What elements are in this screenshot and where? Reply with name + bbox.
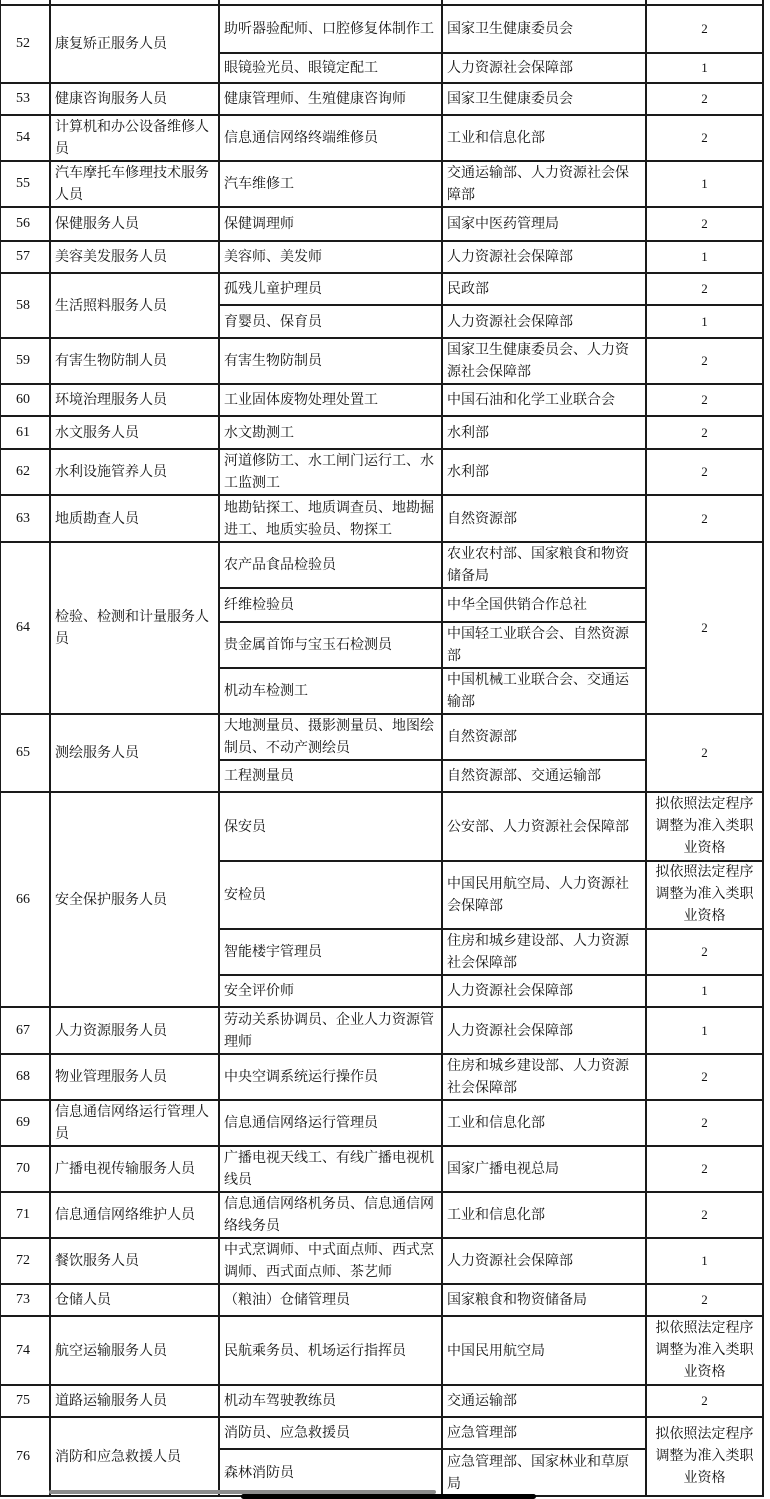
table-row bbox=[0, 449, 763, 495]
department-cell: 住房和城乡建设部、人力资源社会保障部 bbox=[442, 1054, 646, 1100]
category-cell: 信息通信网络运行管理人员 bbox=[50, 1100, 219, 1146]
table-row bbox=[0, 1238, 763, 1284]
row-number: 52 bbox=[0, 5, 50, 83]
level-cell: 2 bbox=[646, 416, 763, 449]
table-row bbox=[0, 1007, 763, 1054]
category-cell: 美容美发服务人员 bbox=[50, 241, 219, 273]
category-cell: 生活照料服务人员 bbox=[50, 273, 219, 338]
occupation-cell: 河道修防工、水工闸门运行工、水工监测工 bbox=[219, 449, 442, 495]
occupation-cell: 纤维检验员 bbox=[219, 588, 442, 622]
department-cell: 中国民用航空局 bbox=[442, 1316, 646, 1385]
table-row bbox=[0, 495, 763, 542]
department-cell: 交通运输部 bbox=[442, 1385, 646, 1417]
occupation-cell: 农产品食品检验员 bbox=[219, 542, 442, 588]
department-cell: 水利部 bbox=[442, 449, 646, 495]
table-row bbox=[0, 416, 763, 449]
level-cell: 拟依照法定程序调整为准入类职业资格 bbox=[646, 861, 763, 929]
table-row bbox=[0, 1385, 763, 1417]
department-cell: 应急管理部、国家林业和草原局 bbox=[442, 1449, 646, 1496]
occupation-cell: 保安员 bbox=[219, 792, 442, 861]
occupation-cell: 安检员 bbox=[219, 861, 442, 929]
department-cell: 人力资源社会保障部 bbox=[442, 975, 646, 1007]
level-cell: 2 bbox=[646, 495, 763, 542]
level-cell: 1 bbox=[646, 1238, 763, 1284]
department-cell: 水利部 bbox=[442, 416, 646, 449]
table-row bbox=[0, 542, 763, 588]
level-cell: 1 bbox=[646, 975, 763, 1007]
category-cell: 水利设施管养人员 bbox=[50, 449, 219, 495]
occupation-cell: 森林消防员 bbox=[219, 1449, 442, 1496]
home-indicator[interactable] bbox=[241, 1494, 536, 1499]
level-cell: 2 bbox=[646, 338, 763, 384]
department-cell: 中国石油和化学工业联合会 bbox=[442, 384, 646, 416]
department-cell: 工业和信息化部 bbox=[442, 1100, 646, 1146]
table-row bbox=[0, 1417, 763, 1449]
row-number: 65 bbox=[0, 714, 50, 792]
category-cell: 环境治理服务人员 bbox=[50, 384, 219, 416]
occupation-cell: 信息通信网络终端维修员 bbox=[219, 115, 442, 161]
category-cell: 广播电视传输服务人员 bbox=[50, 1146, 219, 1192]
occupation-cell: 美容师、美发师 bbox=[219, 241, 442, 273]
department-cell: 工业和信息化部 bbox=[442, 115, 646, 161]
row-number: 71 bbox=[0, 1192, 50, 1238]
occupation-cell: （粮油）仓储管理员 bbox=[219, 1284, 442, 1316]
row-number: 75 bbox=[0, 1385, 50, 1417]
row-number: 62 bbox=[0, 449, 50, 495]
department-cell: 人力资源社会保障部 bbox=[442, 1238, 646, 1284]
level-cell: 1 bbox=[646, 241, 763, 273]
occupation-cell: 助听器验配师、口腔修复体制作工 bbox=[219, 5, 442, 53]
level-cell: 拟依照法定程序调整为准入类职业资格 bbox=[646, 792, 763, 861]
occupation-cell: 汽车维修工 bbox=[219, 161, 442, 207]
department-cell: 住房和城乡建设部、人力资源社会保障部 bbox=[442, 929, 646, 975]
table-row bbox=[0, 1192, 763, 1238]
table-row bbox=[0, 115, 763, 161]
row-number: 59 bbox=[0, 338, 50, 384]
department-cell: 自然资源部 bbox=[442, 495, 646, 542]
row-number: 66 bbox=[0, 792, 50, 1007]
row-number: 53 bbox=[0, 83, 50, 115]
department-cell: 中国民用航空局、人力资源社会保障部 bbox=[442, 861, 646, 929]
level-cell: 2 bbox=[646, 1284, 763, 1316]
department-cell: 人力资源社会保障部 bbox=[442, 53, 646, 83]
occupation-cell: 消防员、应急救援员 bbox=[219, 1417, 442, 1449]
level-cell: 2 bbox=[646, 1385, 763, 1417]
occupation-cell: 眼镜验光员、眼镜定配工 bbox=[219, 53, 442, 83]
row-number: 56 bbox=[0, 207, 50, 241]
category-cell: 有害生物防制人员 bbox=[50, 338, 219, 384]
table-row bbox=[0, 1284, 763, 1316]
table-row bbox=[0, 241, 763, 273]
row-number: 60 bbox=[0, 384, 50, 416]
category-cell: 仓储人员 bbox=[50, 1284, 219, 1316]
occupation-cell: 信息通信网络机务员、信息通信网络线务员 bbox=[219, 1192, 442, 1238]
department-cell: 公安部、人力资源社会保障部 bbox=[442, 792, 646, 861]
row-number: 69 bbox=[0, 1100, 50, 1146]
row-number: 64 bbox=[0, 542, 50, 714]
occupation-cell: 中央空调系统运行操作员 bbox=[219, 1054, 442, 1100]
level-cell: 2 bbox=[646, 273, 763, 305]
table-row bbox=[0, 338, 763, 384]
table-row bbox=[0, 273, 763, 305]
occupation-cell: 工程测量员 bbox=[219, 760, 442, 792]
department-cell: 中国机械工业联合会、交通运输部 bbox=[442, 668, 646, 714]
department-cell: 国家粮食和物资储备局 bbox=[442, 1284, 646, 1316]
category-cell: 安全保护服务人员 bbox=[50, 792, 219, 1007]
category-cell: 信息通信网络维护人员 bbox=[50, 1192, 219, 1238]
department-cell: 国家卫生健康委员会 bbox=[442, 83, 646, 115]
level-cell: 2 bbox=[646, 83, 763, 115]
category-cell: 道路运输服务人员 bbox=[50, 1385, 219, 1417]
category-cell: 汽车摩托车修理技术服务人员 bbox=[50, 161, 219, 207]
level-cell: 2 bbox=[646, 384, 763, 416]
department-cell: 国家卫生健康委员会 bbox=[442, 5, 646, 53]
table-row bbox=[0, 161, 763, 207]
category-cell: 航空运输服务人员 bbox=[50, 1316, 219, 1385]
row-number: 54 bbox=[0, 115, 50, 161]
department-cell: 人力资源社会保障部 bbox=[442, 305, 646, 338]
occupation-cell: 中式烹调师、中式面点师、西式烹调师、西式面点师、茶艺师 bbox=[219, 1238, 442, 1284]
occupation-cell: 大地测量员、摄影测量员、地图绘制员、不动产测绘员 bbox=[219, 714, 442, 760]
category-cell: 检验、检测和计量服务人员 bbox=[50, 542, 219, 714]
level-cell: 2 bbox=[646, 1192, 763, 1238]
occupation-cell: 信息通信网络运行管理员 bbox=[219, 1100, 442, 1146]
occupation-cell: 机动车检测工 bbox=[219, 668, 442, 714]
category-cell: 地质勘查人员 bbox=[50, 495, 219, 542]
occupation-cell: 孤残儿童护理员 bbox=[219, 273, 442, 305]
row-number: 57 bbox=[0, 241, 50, 273]
category-cell: 计算机和办公设备维修人员 bbox=[50, 115, 219, 161]
occupation-cell: 水文勘测工 bbox=[219, 416, 442, 449]
occupation-cell: 工业固体废物处理处置工 bbox=[219, 384, 442, 416]
occupation-cell: 有害生物防制员 bbox=[219, 338, 442, 384]
department-cell: 国家广播电视总局 bbox=[442, 1146, 646, 1192]
level-cell: 1 bbox=[646, 305, 763, 338]
row-number: 63 bbox=[0, 495, 50, 542]
department-cell: 人力资源社会保障部 bbox=[442, 241, 646, 273]
level-cell: 2 bbox=[646, 1100, 763, 1146]
category-cell: 消防和应急救援人员 bbox=[50, 1417, 219, 1496]
department-cell: 应急管理部 bbox=[442, 1417, 646, 1449]
table-row bbox=[0, 1146, 763, 1192]
department-cell: 国家卫生健康委员会、人力资源社会保障部 bbox=[442, 338, 646, 384]
level-cell: 1 bbox=[646, 53, 763, 83]
table-row bbox=[0, 1054, 763, 1100]
department-cell: 农业农村部、国家粮食和物资储备局 bbox=[442, 542, 646, 588]
row-number: 73 bbox=[0, 1284, 50, 1316]
level-cell: 2 bbox=[646, 929, 763, 975]
table-row bbox=[0, 792, 763, 861]
level-cell: 1 bbox=[646, 1007, 763, 1054]
row-number: 67 bbox=[0, 1007, 50, 1054]
category-cell: 康复矫正服务人员 bbox=[50, 5, 219, 83]
occupation-cell: 广播电视天线工、有线广播电视机线员 bbox=[219, 1146, 442, 1192]
department-cell: 国家中医药管理局 bbox=[442, 207, 646, 241]
table-row bbox=[0, 5, 763, 53]
category-cell: 物业管理服务人员 bbox=[50, 1054, 219, 1100]
row-number: 72 bbox=[0, 1238, 50, 1284]
occupation-cell: 智能楼宇管理员 bbox=[219, 929, 442, 975]
occupation-cell: 保健调理师 bbox=[219, 207, 442, 241]
level-cell: 2 bbox=[646, 1054, 763, 1100]
table-row bbox=[0, 83, 763, 115]
occupation-cell: 地勘钻探工、地质调查员、地勘掘进工、地质实验员、物探工 bbox=[219, 495, 442, 542]
level-cell: 拟依照法定程序调整为准入类职业资格 bbox=[646, 1417, 763, 1496]
occupation-cell: 民航乘务员、机场运行指挥员 bbox=[219, 1316, 442, 1385]
row-number: 70 bbox=[0, 1146, 50, 1192]
department-cell: 自然资源部、交通运输部 bbox=[442, 760, 646, 792]
table-row bbox=[0, 207, 763, 241]
level-cell: 拟依照法定程序调整为准入类职业资格 bbox=[646, 1316, 763, 1385]
department-cell: 工业和信息化部 bbox=[442, 1192, 646, 1238]
occupation-cell: 健康管理师、生殖健康咨询师 bbox=[219, 83, 442, 115]
occupation-cell: 贵金属首饰与宝玉石检测员 bbox=[219, 622, 442, 668]
occupation-cell: 育婴员、保育员 bbox=[219, 305, 442, 338]
department-cell: 人力资源社会保障部 bbox=[442, 1007, 646, 1054]
table-row bbox=[0, 1316, 763, 1385]
department-cell: 民政部 bbox=[442, 273, 646, 305]
level-cell: 2 bbox=[646, 115, 763, 161]
category-cell: 水文服务人员 bbox=[50, 416, 219, 449]
level-cell: 2 bbox=[646, 1146, 763, 1192]
occupation-cell: 机动车驾驶教练员 bbox=[219, 1385, 442, 1417]
occupation-cell: 劳动关系协调员、企业人力资源管理师 bbox=[219, 1007, 442, 1054]
department-cell: 交通运输部、人力资源社会保障部 bbox=[442, 161, 646, 207]
category-cell: 测绘服务人员 bbox=[50, 714, 219, 792]
department-cell: 中国轻工业联合会、自然资源部 bbox=[442, 622, 646, 668]
row-number: 74 bbox=[0, 1316, 50, 1385]
level-cell: 2 bbox=[646, 542, 763, 714]
row-number: 61 bbox=[0, 416, 50, 449]
row-number: 58 bbox=[0, 273, 50, 338]
level-cell: 2 bbox=[646, 5, 763, 53]
department-cell: 自然资源部 bbox=[442, 714, 646, 760]
occupation-cell: 安全评价师 bbox=[219, 975, 442, 1007]
row-number: 68 bbox=[0, 1054, 50, 1100]
category-cell: 健康咨询服务人员 bbox=[50, 83, 219, 115]
category-cell: 人力资源服务人员 bbox=[50, 1007, 219, 1054]
table-row bbox=[0, 1100, 763, 1146]
level-cell: 1 bbox=[646, 161, 763, 207]
level-cell: 2 bbox=[646, 449, 763, 495]
department-cell: 中华全国供销合作总社 bbox=[442, 588, 646, 622]
row-number: 55 bbox=[0, 161, 50, 207]
category-cell: 餐饮服务人员 bbox=[50, 1238, 219, 1284]
table-row bbox=[0, 714, 763, 760]
level-cell: 2 bbox=[646, 714, 763, 792]
category-cell: 保健服务人员 bbox=[50, 207, 219, 241]
table-row bbox=[0, 384, 763, 416]
level-cell: 2 bbox=[646, 207, 763, 241]
row-number: 76 bbox=[0, 1417, 50, 1496]
